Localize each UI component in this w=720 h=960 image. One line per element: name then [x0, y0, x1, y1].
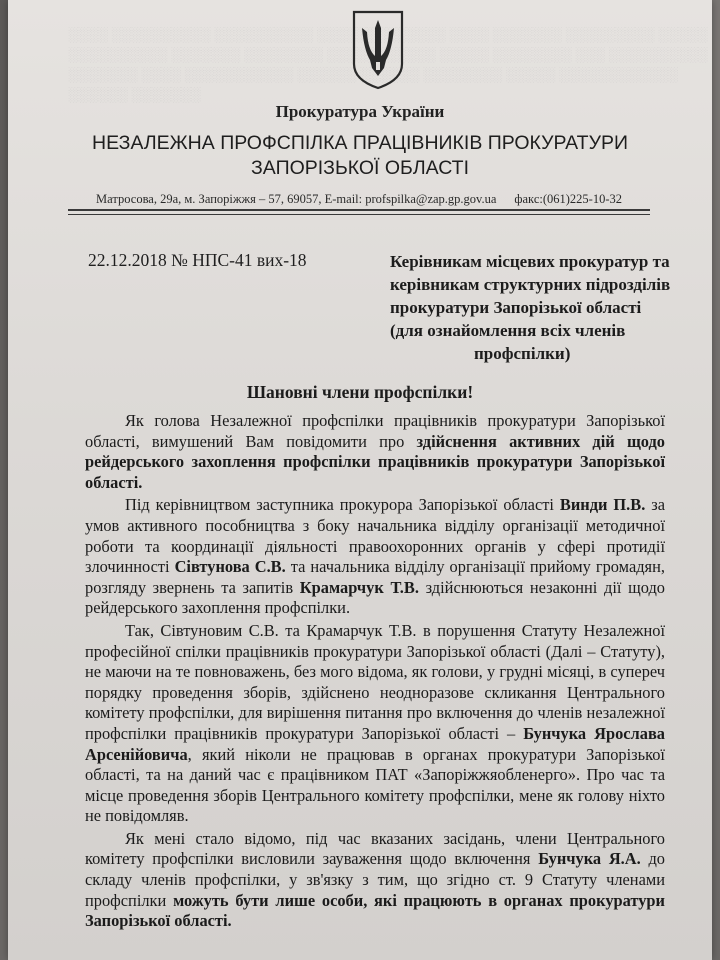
- bold-run: здійснення активних дій щодо рейдерського захоплення профспілки працівників прокуратури Запорізької області.: [85, 431, 665, 492]
- registration-number: 22.12.2018 № НПС-41 вих-18: [88, 250, 307, 270]
- text-run: за умов активного пособництва з боку начальника відділу організації методичної роботи та координації діяльності правоохоронних органів у сфері протидії злочинності: [85, 495, 665, 577]
- addressee-line: Керівникам місцевих прокуратур та: [390, 252, 670, 271]
- prosecutor-office-title: Прокуратура України: [275, 102, 445, 121]
- text-run: та начальника відділу організації прийому громадян, розгляду звернень та запитів: [85, 557, 665, 597]
- paragraph-2: [85, 495, 665, 619]
- bold-run: Сівтунова С.В.: [174, 557, 286, 577]
- header-divider-thin: [68, 214, 650, 215]
- organization-name-line1: НЕЗАЛЕЖНА ПРОФСПІЛКА ПРАЦІВНИКІВ ПРОКУРАТУРИ: [92, 132, 628, 154]
- paragraph-3: [85, 621, 665, 827]
- contact-address-email: Матросова, 29а, м. Запоріжжя – 57, 69057, E-mail: profspilka@zap.gp.gov.ua: [96, 192, 497, 206]
- trident-coat-of-arms-icon: [350, 10, 406, 90]
- paragraph-4: [85, 829, 665, 932]
- text-run: , який ніколи не працював в органах прокуратури Запорізької області, та на даний час є працівником ПАТ «Запоріжжяобленерго». Про час та місце проведення зборів Центрального комітету профспілки, мене як голову ніхто не повідомляв.: [85, 744, 665, 826]
- addressee-line: прокуратури Запорізької області: [390, 298, 642, 317]
- addressee-line: керівникам структурних підрозділів: [390, 275, 671, 294]
- text-run: до складу членів профспілки, у зв'язку з тим, що згідно ст. 9 Статуту членами профспілки: [85, 849, 665, 910]
- addressee-line: профспілки): [474, 344, 571, 363]
- bold-run: Крамарчук Т.В.: [299, 577, 419, 597]
- bleed-through-text: ░░░░ ░░░░░░░░░░ ░░░░░░░░░░ ░░░░░░░░░░░░░ ░░░░ ░░░░░░░ ░░░░░░░░░ ░░░░░ ░░░░░░░░░░ ░░░░░░░ ░░░░░░░░ ░░░░░░░░░░░ ░░░░░ ░░░░░░░░ ░░░ ░░░░░░░░░░ ░░░░░░░ ░░░░ ░░░░░░░░░░░ ░░░░░░ ░░░░░░ ░░░░░░░░ ░░░░░ ░░░░░░░░░░░░ ░░░░░░ ░░░░░░░: [68, 28, 708, 103]
- bold-run: можуть бути лише особи, які працюють в органах прокуратури Запорізької області.: [85, 890, 665, 931]
- letter-body: [85, 411, 665, 934]
- bold-run: Бунчука Я.А.: [538, 849, 641, 869]
- text-run: Під керівництвом заступника прокурора Запорізької області: [125, 495, 560, 515]
- addressee-block: [390, 250, 680, 365]
- contact-fax: факс:(061)225-10-32: [514, 192, 622, 206]
- salutation: Шановні члени профспілки!: [246, 382, 474, 402]
- bold-run: Бунчука Ярослава Арсенійовича: [85, 723, 665, 764]
- bold-run: Винди П.В.: [559, 495, 646, 515]
- text-run: Як голова Незалежної профспілки працівників прокуратури Запорізької області, вимушений Вам повідомити про: [85, 411, 665, 451]
- paragraph-1: [85, 411, 665, 493]
- text-run: здійснюються незаконні дії щодо рейдерського захоплення профспілки.: [85, 577, 665, 618]
- text-run: Так, Сівтуновим С.В. та Крамарчук Т.В. в порушення Статуту Незалежної професійної спілки працівників прокуратури Запорізької області (Далі – Статуту), не маючи на те повноважень, без мого відома, як голови, у грудні місяці, в супереч порядку проведення зборів, здійснено неодноразове скликання Центрального комітету профспілки, для вирішення питання про включення до членів незалежної профспілки працівників прокуратури Запорізької області –: [85, 620, 665, 743]
- addressee-line: (для ознайомлення всіх членів: [390, 321, 626, 340]
- organization-name-line2: ЗАПОРІЗЬКОЇ ОБЛАСТІ: [251, 157, 469, 179]
- header-divider-thick: [68, 209, 650, 211]
- contact-line: [96, 192, 622, 207]
- text-run: Як мені стало відомо, під час вказаних засідань, члени Центрального комітету профспілки висловили зауваження щодо включення: [85, 828, 665, 869]
